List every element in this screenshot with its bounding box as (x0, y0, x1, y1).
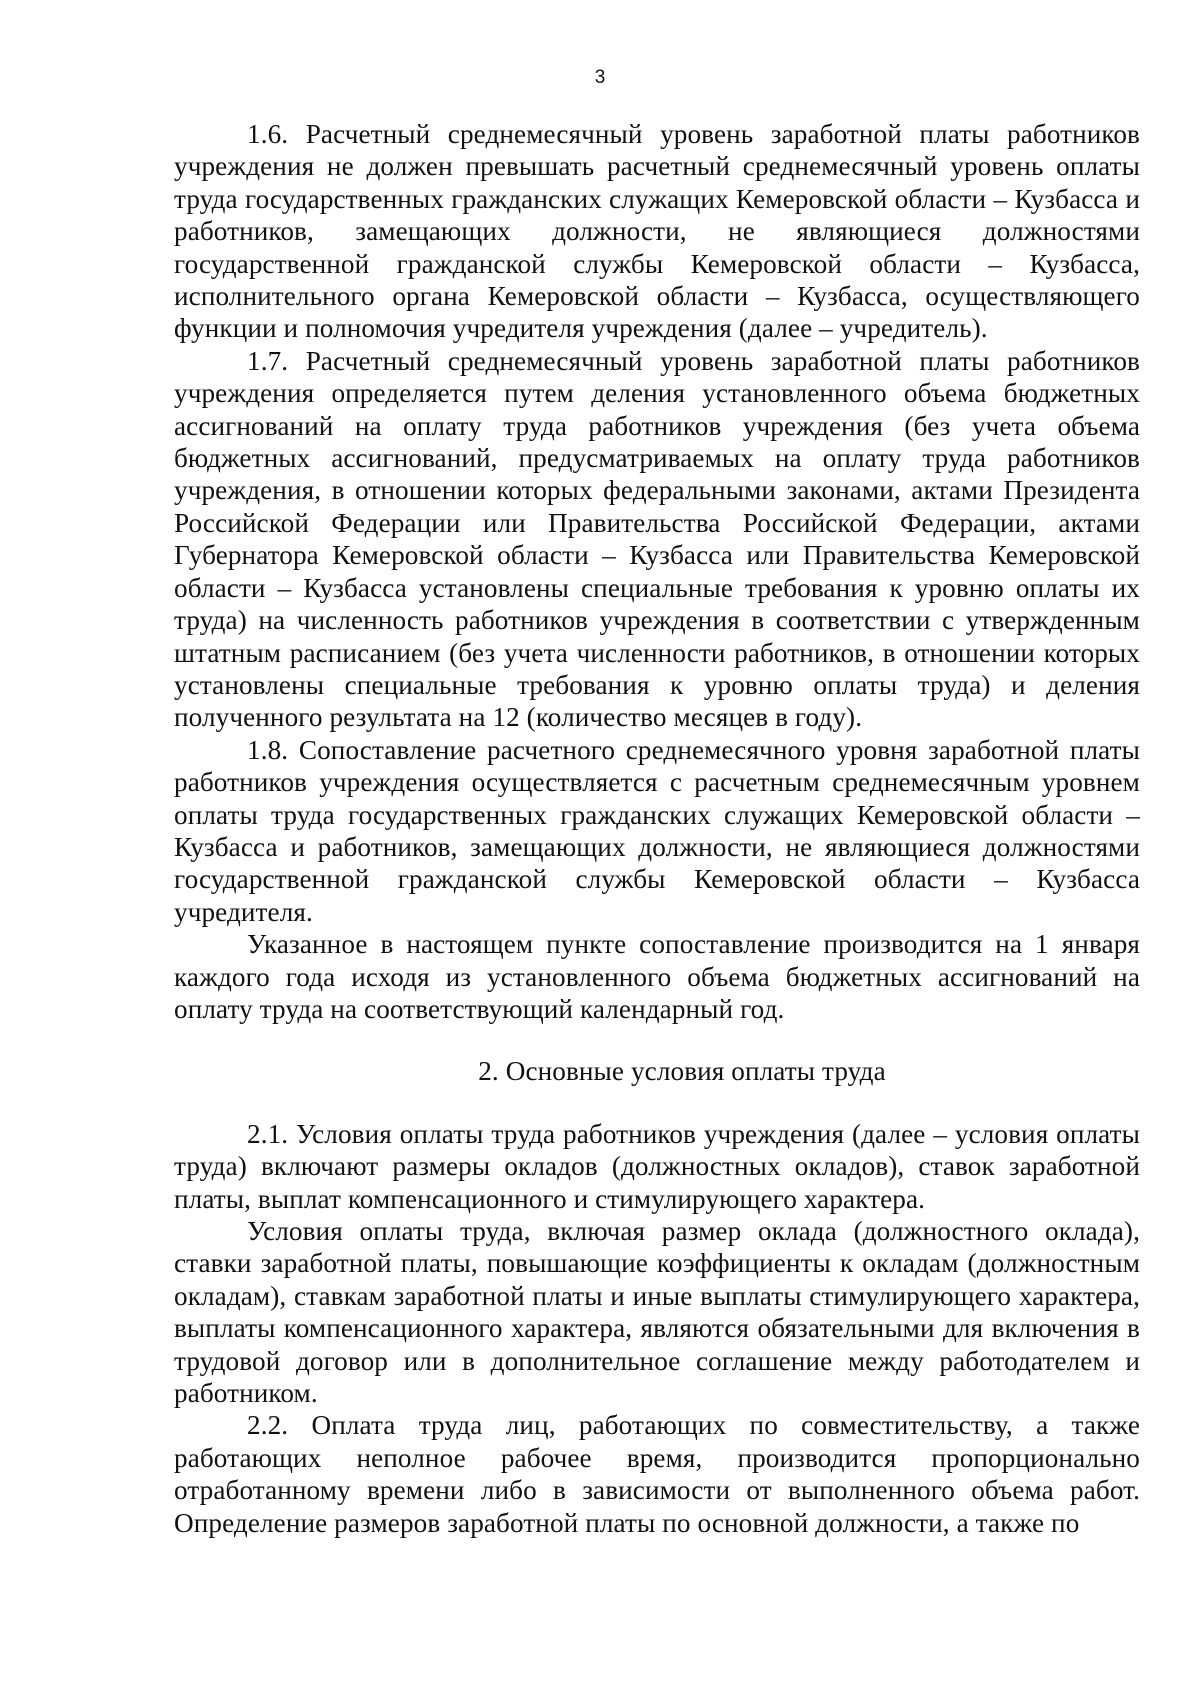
spacer (174, 1088, 1140, 1118)
paragraph-pay-conditions: Условия оплаты труда, включая размер оклада (должностного оклада), ставки заработной платы, повышающие коэффициенты к окладам (должностным окладам), ставкам заработной платы и иные выплаты стимулирующего характера, выплаты компенсационного характера, являются обязательными для включения в трудовой договор или в дополнительное соглашение между работодателем и работником. (174, 1216, 1140, 1409)
spacer (174, 1025, 1140, 1055)
paragraph-1-7: 1.7. Расчетный среднемесячный уровень заработной платы работников учреждения определяется путем деления установленного объема бюджетных ассигнований на оплату труда работников учреждения (без учета объема бюджетных ассигнований, предусматриваемых на оплату труда работников учреждения, в отношении которых федеральными законами, актами Президента Российской Федерации или Правительства Российской Федерации, актами Губернатора Кемеровской области – Кузбасса или Правительства Кемеровской области – Кузбасса установлены специальные требования к уровню оплаты их труда) на численность работников учреждения в соответствии с утвержденным штатным расписанием (без учета численности работников, в отношении которых установлены специальные требования к уровню оплаты труда) и деления полученного результата на 12 (количество месяцев в году). (174, 345, 1140, 733)
paragraph-2-2: 2.2. Оплата труда лиц, работающих по совместительству, а также работающих неполное рабочее время, производится пропорционально отработанному времени либо в зависимости от выполненного объема работ. Определение размеров заработной платы по основной должности, а также по (174, 1410, 1140, 1538)
paragraph-1-6: 1.6. Расчетный среднемесячный уровень заработной платы работников учреждения не должен превышать расчетный среднемесячный уровень оплаты труда государственных гражданских служащих Кемеровской области – Кузбасса и работников, замещающих должности, не являющиеся должностями государственной гражданской службы Кемеровской области – Кузбасса, исполнительного органа Кемеровской области – Кузбасса, осуществляющего функции и полномочия учредителя учреждения (далее – учредитель). (174, 119, 1140, 344)
paragraph-comparison-note: Указанное в настоящем пункте сопоставление производится на 1 января каждого года исходя из установленного объема бюджетных ассигнований на оплату труда на соответствующий календарный год. (174, 929, 1140, 1024)
paragraph-2-1: 2.1. Условия оплаты труда работников учреждения (далее – условия оплаты труда) включают размеры окладов (должностных окладов), ставок заработной платы, выплат компенсационного и стимулирующего характера. (174, 1118, 1140, 1214)
section-heading: 2. Основные условия оплаты труда (478, 1056, 886, 1087)
document-body (174, 118, 1140, 1539)
page-number: 3 (594, 67, 606, 88)
paragraph-1-8: 1.8. Сопоставление расчетного среднемесячного уровня заработной платы работников учреждения осуществляется с расчетным среднемесячным уровнем оплаты труда государственных гражданских служащих Кемеровской области – Кузбасса и работников, замещающих должности, не являющиеся должностями государственной гражданской службы Кемеровской области – Кузбасса учредителя. (174, 734, 1140, 927)
